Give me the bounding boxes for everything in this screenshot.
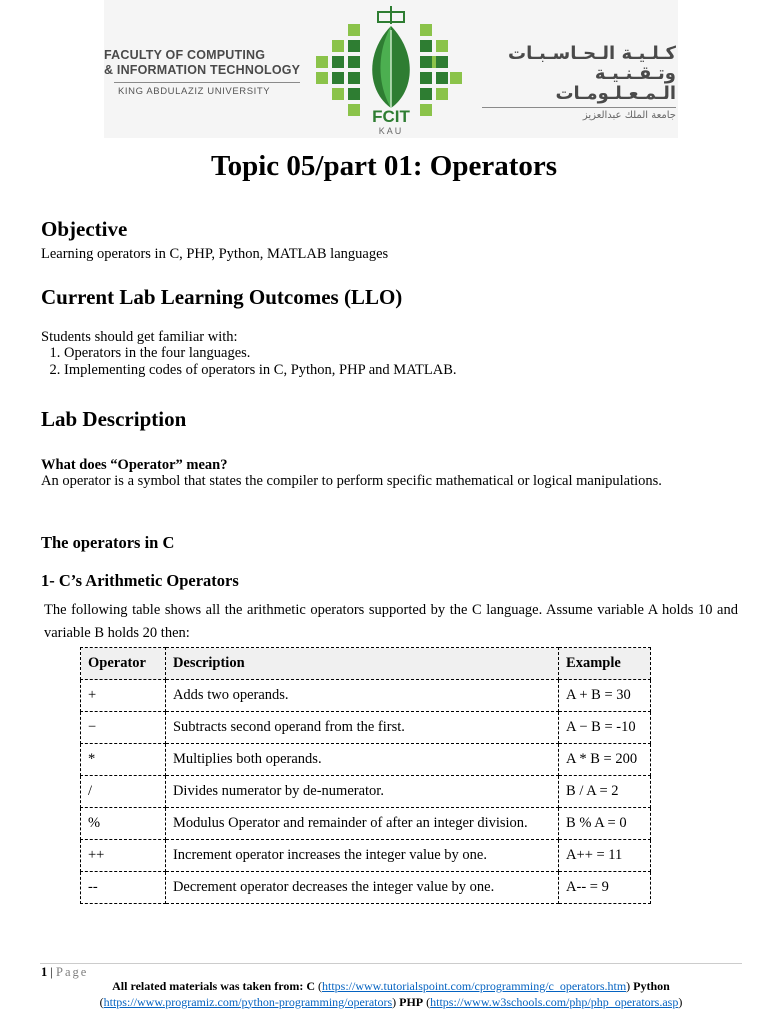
divider [114, 82, 300, 83]
cell-example: A + B = 30 [559, 680, 651, 712]
list-item: 1. Operators in the four languages. [64, 345, 457, 362]
logo-subtext: KAU [378, 126, 404, 136]
source-python-label: Python [633, 979, 670, 993]
page-number-value: 1 [41, 965, 48, 979]
cell-description: Subtracts second operand from the first. [165, 712, 558, 744]
header-description: Description [165, 648, 558, 680]
table-row [81, 776, 651, 808]
header-example: Example [559, 648, 651, 680]
cell-example: B % A = 0 [559, 808, 651, 840]
cell-description: Adds two operands. [165, 680, 558, 712]
header-operator: Operator [81, 648, 166, 680]
cell-description: Multiplies both operands. [165, 744, 558, 776]
cell-example: A-- = 9 [559, 872, 651, 904]
cell-description: Decrement operator decreases the integer value by one. [165, 872, 558, 904]
table-header-row [81, 648, 651, 680]
faculty-name-arabic [474, 44, 676, 121]
operator-question: What does “Operator” mean? [41, 457, 228, 473]
table-row [81, 744, 651, 776]
table-row [81, 808, 651, 840]
cell-operator: -- [81, 872, 166, 904]
faculty-ar-line2: وتـقـنـيـة الـمـعـلـومـات [555, 63, 676, 104]
source-c-link[interactable]: https://www.tutorialspoint.com/cprogramming/c_operators.htm [322, 979, 627, 993]
cell-description: Increment operator increases the integer value by one. [165, 840, 558, 872]
university-name-english: KING ABDULAZIZ UNIVERSITY [118, 86, 271, 97]
llo-list [41, 345, 457, 378]
faculty-banner [104, 0, 678, 138]
source-c-label: C [306, 979, 315, 993]
subsection-heading-arithmetic: 1- C’s Arithmetic Operators [41, 571, 239, 590]
source-php-link[interactable]: https://www.w3schools.com/php/php_operators.asp [430, 994, 679, 1009]
cell-description: Divides numerator by de-numerator. [165, 776, 558, 808]
faculty-en-line2: & INFORMATION TECHNOLOGY [104, 63, 301, 77]
logo-text: FCIT [372, 107, 410, 126]
page-separator: | [47, 965, 57, 979]
table-row [81, 712, 651, 744]
cell-operator: ++ [81, 840, 166, 872]
llo-heading: Current Lab Learning Outcomes (LLO) [41, 285, 403, 309]
cell-operator: * [81, 744, 166, 776]
source-credits: All related materials was taken from: C (https://www.tutorialspoint.com/cprogramming/c_operators.htm) Python (https://www.programiz.com/python-programming/operators) PHP (https://www.w3schools.com/php/php_operators.asp) [99, 979, 683, 1009]
source-python-link[interactable]: https://www.programiz.com/python-programming/operators [103, 994, 393, 1009]
divider [482, 107, 676, 108]
page-number [41, 965, 88, 980]
cell-example: A * B = 200 [559, 744, 651, 776]
objective-text: Learning operators in C, PHP, Python, MATLAB languages [41, 246, 389, 262]
faculty-ar-line1: كـلـيـة الـحـاسـبـات [508, 43, 676, 64]
table-row [81, 840, 651, 872]
fcit-logo-icon [312, 4, 470, 136]
arithmetic-operators-table [80, 647, 651, 904]
section-heading-c: The operators in C [41, 533, 175, 552]
cell-operator: − [81, 712, 166, 744]
university-name-arabic: جامعة الملك عبدالعزيز [582, 110, 676, 121]
faculty-en-line1: FACULTY OF COMPUTING [104, 48, 266, 62]
objective-heading: Objective [41, 217, 128, 241]
cell-example: A++ = 11 [559, 840, 651, 872]
llo-intro: Students should get familiar with: [41, 329, 238, 345]
lab-description-heading: Lab Description [41, 407, 187, 431]
cell-operator: % [81, 808, 166, 840]
cell-example: A − B = -10 [559, 712, 651, 744]
table-intro: The following table shows all the arithmetic operators supported by the C language. Assume variable A holds 10 and variable B holds 20 then: [44, 602, 738, 641]
page-label: Page [56, 965, 89, 979]
page-title: Topic 05/part 01: Operators [210, 150, 558, 182]
footer-divider [40, 963, 742, 964]
cell-operator: / [81, 776, 166, 808]
faculty-name-english [104, 48, 304, 97]
cell-example: B / A = 2 [559, 776, 651, 808]
source-prefix: All related materials was taken from: [112, 979, 307, 993]
table-row [81, 872, 651, 904]
list-item: 2. Implementing codes of operators in C, Python, PHP and MATLAB. [64, 362, 457, 379]
cell-description: Modulus Operator and remainder of after an integer division. [165, 808, 558, 840]
operator-definition: An operator is a symbol that states the compiler to perform specific mathematical or logical manipulations. [41, 473, 662, 489]
source-php-label: PHP [399, 994, 424, 1009]
table-row [81, 680, 651, 712]
cell-operator: + [81, 680, 166, 712]
